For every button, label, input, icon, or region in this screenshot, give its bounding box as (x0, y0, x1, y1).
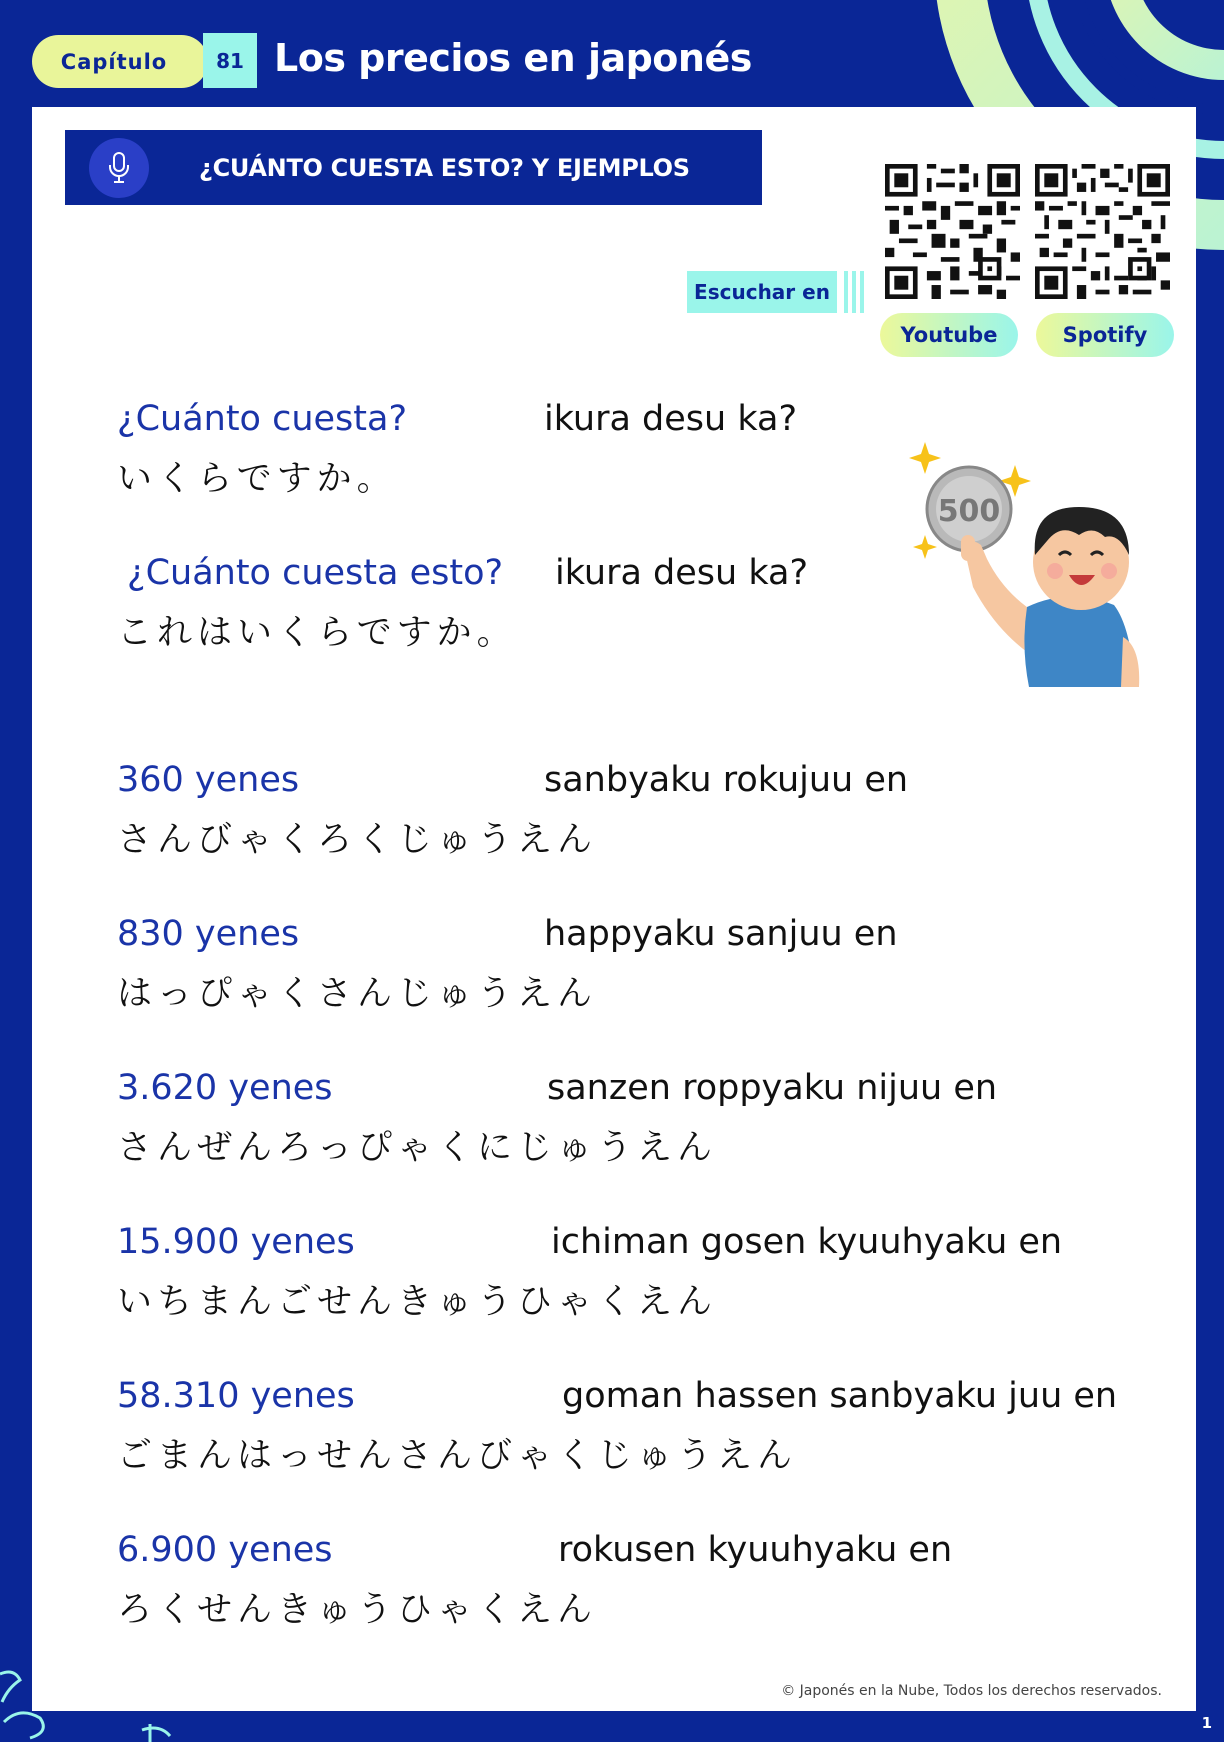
youtube-qr-code[interactable] (885, 164, 1020, 299)
spanish-text: ¿Cuánto cuesta esto? (127, 553, 504, 593)
phrase-item (117, 553, 1167, 655)
romaji-text: sanbyaku rokujuu en (544, 760, 909, 800)
microphone-icon (89, 138, 149, 198)
spanish-text: 830 yenes (117, 914, 300, 954)
content-card (32, 107, 1196, 1711)
phrase-item (117, 1222, 1167, 1324)
page-number: 1 (1201, 1714, 1212, 1732)
romaji-text: goman hassen sanbyaku juu en (562, 1376, 1118, 1416)
youtube-link[interactable]: Youtube (880, 313, 1018, 357)
spanish-text: 6.900 yenes (117, 1530, 333, 1570)
decorative-bars (842, 271, 868, 313)
spanish-text: 15.900 yenes (117, 1222, 355, 1262)
japanese-text: ろくせんきゅうひゃくえん (117, 1590, 598, 1630)
chapter-number: 81 (203, 33, 257, 88)
japanese-text: これはいくらですか。 (117, 613, 517, 653)
romaji-text: sanzen roppyaku nijuu en (547, 1068, 998, 1108)
decorative-scribble (0, 1662, 200, 1742)
spotify-qr-code[interactable] (1035, 164, 1170, 299)
phrase-item (117, 1530, 1167, 1632)
phrase-item (117, 760, 1167, 862)
copyright-text: © Japonés en la Nube, Todos los derechos reservados. (781, 1683, 1162, 1699)
section-banner (65, 130, 762, 205)
spanish-text: 360 yenes (117, 760, 300, 800)
japanese-text: いくらですか。 (117, 459, 397, 499)
japanese-text: はっぴゃくさんじゅうえん (117, 974, 598, 1014)
romaji-text: ikura desu ka? (555, 553, 809, 593)
spanish-text: 3.620 yenes (117, 1068, 333, 1108)
svg-text:500: 500 (937, 494, 1001, 529)
spanish-text: ¿Cuánto cuesta? (117, 399, 408, 439)
japanese-text: いちまんごせんきゅうひゃくえん (117, 1282, 718, 1322)
romaji-text: ikura desu ka? (544, 399, 798, 439)
chapter-label: Capítulo (32, 35, 208, 88)
listen-label: Escuchar en (687, 271, 837, 313)
phrase-item (117, 1068, 1167, 1170)
romaji-text: rokusen kyuuhyaku en (558, 1530, 953, 1570)
romaji-text: happyaku sanjuu en (544, 914, 898, 954)
spotify-link[interactable]: Spotify (1036, 313, 1174, 357)
section-title: ¿CUÁNTO CUESTA ESTO? Y EJEMPLOS (199, 153, 690, 182)
spanish-text: 58.310 yenes (117, 1376, 355, 1416)
phrase-item (117, 399, 1167, 501)
phrase-item (117, 1376, 1167, 1478)
japanese-text: ごまんはっせんさんびゃくじゅうえん (117, 1436, 798, 1476)
page-title: Los precios en japonés (274, 36, 752, 80)
romaji-text: ichiman gosen kyuuhyaku en (551, 1222, 1063, 1262)
phrase-item (117, 914, 1167, 1016)
japanese-text: さんぜんろっぴゃくにじゅうえん (117, 1128, 718, 1168)
japanese-text: さんびゃくろくじゅうえん (117, 820, 598, 860)
